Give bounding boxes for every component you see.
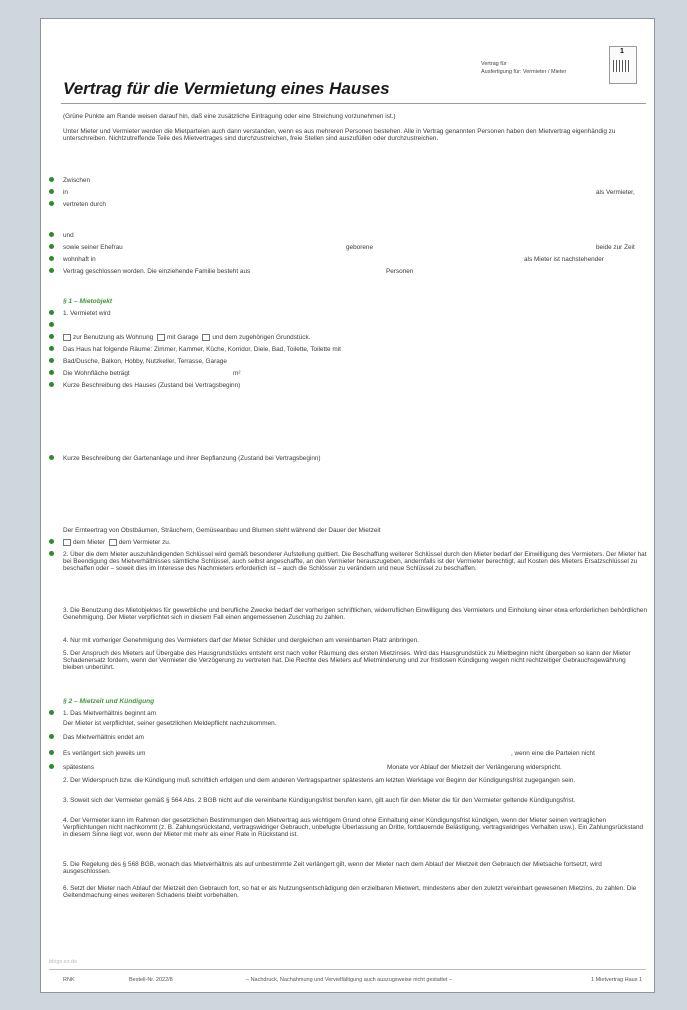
label-vertreten: vertreten durch <box>63 201 106 208</box>
green-marker <box>49 370 54 375</box>
checkbox-dem-mieter[interactable] <box>63 539 71 546</box>
form-sublabel: Ausfertigung für: Vermieter / Mieter <box>481 69 567 75</box>
green-marker <box>49 310 54 315</box>
label-beschreibung-garten: Kurze Beschreibung der Gartenanlage und ihrer Bepflanzung (Zustand bei Vertragsbeginn) <box>63 455 321 462</box>
label-familie: Vertrag geschlossen worden. Die einziehende Familie besteht aus <box>63 268 251 275</box>
harvest-line <box>61 539 171 546</box>
contract-page <box>40 18 655 993</box>
label-unit: m² <box>233 370 241 377</box>
checkbox-wohnung[interactable] <box>63 334 71 341</box>
section-2-p4: 4. Der Vermieter kann im Rahmen der gesetzlichen Bestimmungen den Mietvertrag aus wichtigem Grund ohne Einhaltung einer Kündigungsfrist kündigen, wenn der Mieter seinen vertraglichen Verpflichtungen nicht nachkommt (z. B. Zahlungsrückstand, vertragswidriger Gebrauch, unbefugte Überlassung an Dritte, fortdauernde Belästigung, vertragswidriges Verhalten usw.). Ein Zahlungsrückstand in diesem Sinne liegt vor, wenn der Mieter mit mehr als einer Rate in Rückstand ist. <box>63 817 644 839</box>
green-marker <box>49 710 54 715</box>
form-label: Vertrag für <box>481 61 507 67</box>
green-marker <box>49 268 54 273</box>
section-2-p3: 3. Soweit sich der Vermieter gemäß § 564 Abs. 2 BGB nicht auf die vereinbarte Kündigungsfrist berufen kann, gilt auch für den Mieter die für den Vermieter geltende Kündigungsfrist. <box>63 797 576 804</box>
badge-number: 1 <box>620 48 624 55</box>
label-personen: Personen <box>386 268 414 275</box>
section-1-p3: 3. Die Benutzung des Mietobjektes für gewerbliche und berufliche Zwecke bedarf der vorherigen schriftlichen, widerruflichen Einwilligung des Vermieters und Einholung einer etwa erforderlichen behördlichen Genehmigung. Der Mieter verpflichtet sich in diesem Fall einen angemessenen Zuschlag zu zahlen. <box>63 607 648 622</box>
page-title: Vertrag für die Vermietung eines Hauses <box>63 79 390 98</box>
label-spaetestens: spätestens <box>63 764 94 771</box>
label-wohnhaft: wohnhaft in <box>63 256 96 263</box>
rooms-line-2: Bad/Dusche, Balkon, Hobby, Nutzkeller, Terrasse, Garage <box>63 358 227 365</box>
publisher-logo <box>609 46 637 84</box>
label-als-mieter: als Mieter ist nachstehender <box>524 256 604 263</box>
section-1-heading: § 1 – Mietobjekt <box>63 298 113 305</box>
green-marker <box>49 201 54 206</box>
label-endet: Das Mietverhältnis endet am <box>63 734 144 741</box>
label-wohnung: zur Benutzung als Wohnung <box>73 334 154 342</box>
section-1-p5: 5. Der Anspruch des Mieters auf Übergabe des Hausgrundstücks entsteht erst nach voller Räumung des ersten Mietzinses. Wird das Hausgrundstück zu Mietbeginn nicht übergeben so kann der Mieter Schadenersatz fordern, wenn der Vermieter die Verzögerung zu vertreten hat. Die Rechte des Mieters auf Mietminderung und zur fristlosen Kündigung wegen nicht rechtzeitiger Gebrauchsgewährung bleiben unberührt. <box>63 650 631 672</box>
intro-text: Unter Mieter und Vermieter werden die Mietparteien auch dann verstanden, wenn es aus mehreren Personen bestehen. Alle in Vertrag genannten Personen haben den Mietvertrag eigenhändig zu unterschreiben. Nichtzutreffende Teile des Mietvertrages sind durchzustreichen, freie Stellen sind auszufüllen oder durchzustreichen. <box>63 128 616 143</box>
footer-divider <box>49 969 646 970</box>
label-beginnt: 1. Das Mietverhältnis beginnt am <box>63 710 157 717</box>
label-beide: beide zur Zeit <box>596 244 635 251</box>
section-1-p4: 4. Nur mit vorheriger Genehmigung des Vermieters darf der Mieter Schilder und dergleichen am vereinbarten Platz anbringen. <box>63 637 419 644</box>
usage-line <box>61 334 310 341</box>
label-in: in <box>63 189 68 196</box>
checkbox-garage[interactable] <box>157 334 165 341</box>
green-marker <box>49 177 54 182</box>
green-marker <box>49 382 54 387</box>
footer-notice: – Nachdruck, Nachahmung und Vervielfältigung auch auszugsweise nicht gestattet – <box>246 977 453 983</box>
checkbox-grundstueck[interactable] <box>202 334 210 341</box>
title-divider <box>61 103 646 104</box>
green-marker <box>49 455 54 460</box>
green-marker <box>49 322 54 327</box>
label-verlaengert: Es verlängert sich jeweils um <box>63 750 146 757</box>
green-marker <box>49 764 54 769</box>
section-2-p2: 2. Der Widerspruch bzw. die Kündigung muß schriftlich erfolgen und dem anderen Vertragspartner spätestens am letzten Werktage vor Beginn der Kündigungsfrist zugegangen sein. <box>63 777 576 784</box>
green-marker <box>49 539 54 544</box>
section-2-p6: 6. Setzt der Mieter nach Ablauf der Mietzeit den Gebrauch fort, so hat er als Nutzungsentschädigung den erzielbaren Mietwert, mindestens aber den zuletzt vereinbart gewesenen Mietzins, zu zahlen. Die Geltendmachung eines weiteren Schadens bleibt vorbehalten. <box>63 885 637 900</box>
label-dem-vermieter: dem Vermieter zu. <box>118 539 171 547</box>
label-geborene: geborene <box>346 244 374 251</box>
label-beschreibung-haus: Kurze Beschreibung des Hauses (Zustand bei Vertragsbeginn) <box>63 382 241 389</box>
label-monate: Monate vor Ablauf der Mietzeit der Verlängerung widerspricht. <box>387 764 562 771</box>
green-marker <box>49 551 54 556</box>
label-als-vermieter: als Vermieter, <box>596 189 635 196</box>
green-marker <box>49 734 54 739</box>
section-1-p2: 2. Über die dem Mieter auszuhändigenden Schlüssel wird gemäß besonderer Aufstellung quittiert. Die Beschaffung weiterer Schlüssel durch den Mieter bedarf der Einwilligung des Vermieters. Der Mieter hat bei Beendigung des Mietverhältnisses sämtliche Schlüssel, auch selbst angeschaffte, an den Vermieter herauszugeben, andernfalls ist der Vermieter berechtigt, auf Kosten des Mieters Ersatzschlüssel zu beschaffen oder – soweit dies im Interesse des Nachmieters erforderlich ist – auch die Schlösser zu verändern und neue Schlüssel zu beschaffen. <box>63 551 647 573</box>
label-zwischen: Zwischen <box>63 177 90 184</box>
green-marker <box>49 358 54 363</box>
watermark-text: blogs.ez.de <box>49 959 78 965</box>
label-vermietet: 1. Vermietet wird <box>63 310 111 317</box>
label-ehefrau: sowie seiner Ehefrau <box>63 244 123 251</box>
label-dem-mieter: dem Mieter <box>73 539 105 547</box>
label-wenn-nicht: , wenn eine die Parteien nicht <box>511 750 595 757</box>
label-und: und <box>63 232 74 239</box>
footer-publisher: RNK <box>63 977 75 983</box>
intro-note: (Grüne Punkte am Rande weisen darauf hin, daß eine zusätzliche Eintragung oder eine Streichung vorzunehmen ist.) <box>63 113 396 120</box>
green-marker <box>49 334 54 339</box>
label-obstbaeume: Der Ernteertrag von Obstbäumen, Sträuchern, Gemüseanbau und Blumen steht während der Dauer der Mietzeit <box>63 527 381 534</box>
green-marker <box>49 189 54 194</box>
green-marker <box>49 346 54 351</box>
rooms-line: Das Haus hat folgende Räume: Zimmer, Kammer, Küche, Korridor, Diele, Bad, Toilette, Toilette mit <box>63 346 341 353</box>
label-garage: mit Garage <box>166 334 199 342</box>
green-marker <box>49 244 54 249</box>
section-2-heading: § 2 – Mietzeit und Kündigung <box>63 698 155 705</box>
logo-graphic <box>613 60 631 72</box>
label-grundstueck: und dem zugehörigen Grundstück. <box>212 334 311 342</box>
footer-form-no: Bestell-Nr. 2022/8 <box>129 977 173 983</box>
label-meldepflicht: Der Mieter ist verpflichtet, seiner gesetzlichen Meldepflicht nachzukommen. <box>63 720 277 727</box>
green-marker <box>49 256 54 261</box>
green-marker <box>49 232 54 237</box>
footer-page: 1 Mietvertrag Haus 1 <box>591 977 643 983</box>
green-marker <box>49 750 54 755</box>
section-2-p5: 5. Die Regelung des § 568 BGB, wonach das Mietverhältnis als auf unbestimmte Zeit verlängert gilt, wenn der Mieter nach dem Ablauf der Mietzeit den Gebrauch der Mietsache fortsetzt, wird ausgeschlossen. <box>63 861 602 876</box>
checkbox-dem-vermieter[interactable] <box>109 539 117 546</box>
label-wohnflaeche: Die Wohnfläche beträgt <box>63 370 130 377</box>
